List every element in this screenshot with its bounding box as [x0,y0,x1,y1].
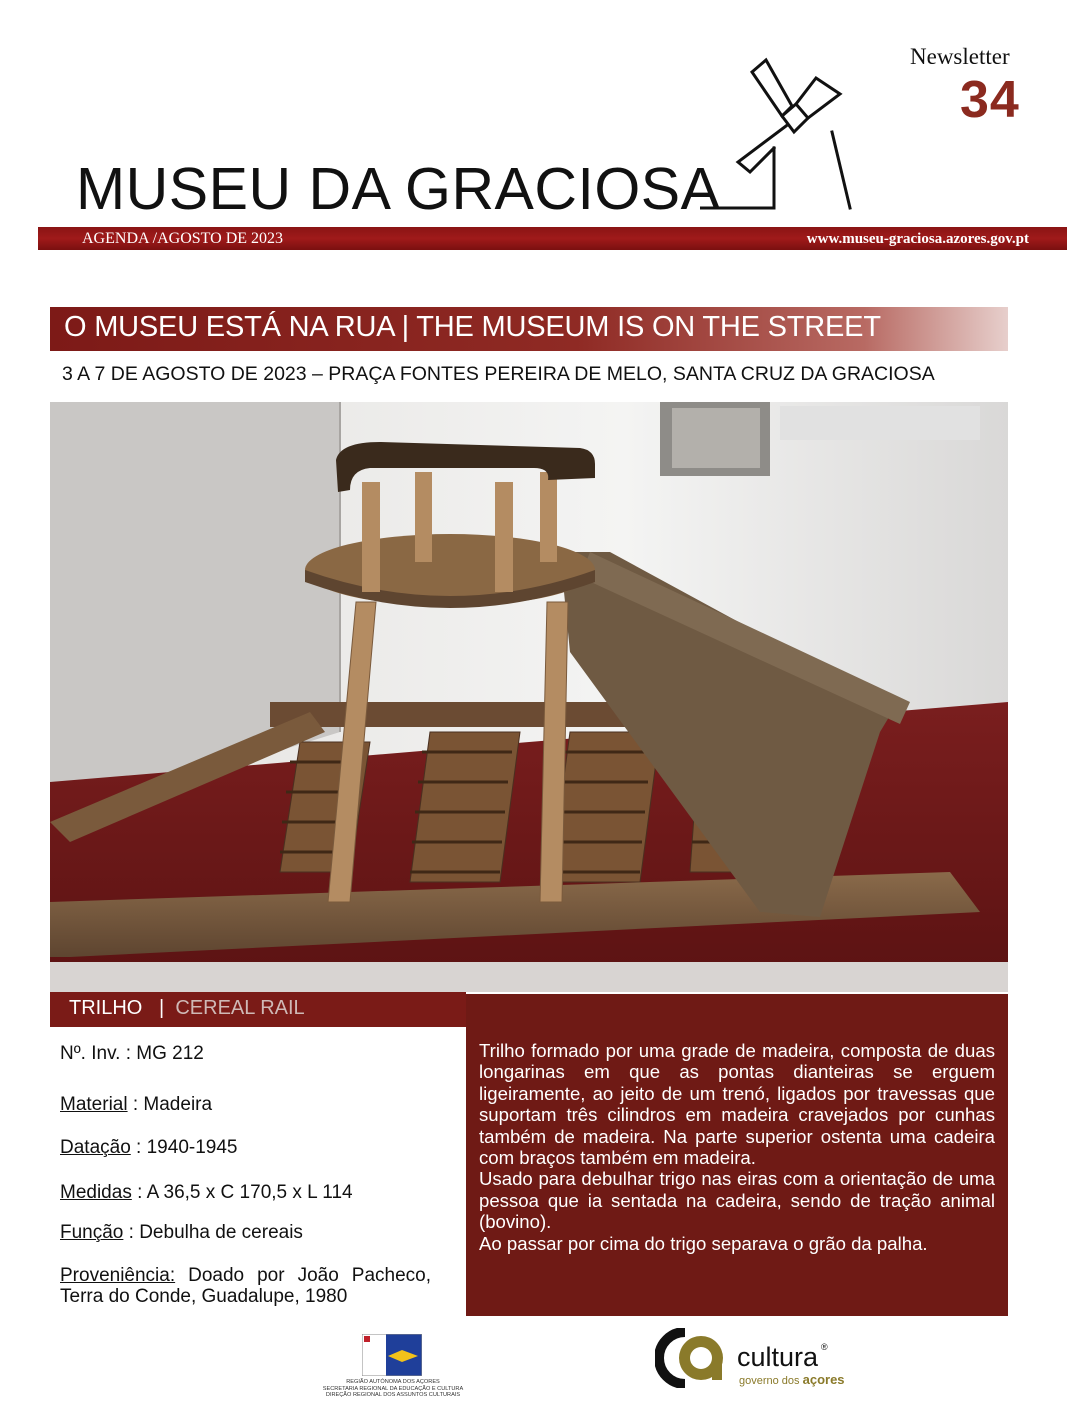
description-paragraph: Usado para debulhar trigo nas eiras com a orientação de uma pessoa que ia sentada na cadeira, sendo de tração animal (bovino). [479,1168,995,1233]
object-title [69,997,305,1020]
cultura-word: cultura [737,1342,819,1372]
agenda-label: AGENDA /AGOSTO DE 2023 [82,230,284,247]
detail-provenance: Proveniência: Doado por João Pacheco, Terra do Conde, Guadalupe, 1980 [60,1265,431,1307]
event-subtitle: 3 A 7 DE AGOSTO DE 2023 – PRAÇA FONTES PEREIRA DE MELO, SANTA CRUZ DA GRACIOSA [62,363,935,385]
object-name-en: CEREAL RAIL [175,997,305,1019]
detail-function: Função : Debulha de cereais [60,1222,303,1243]
museum-title: MUSEU DA GRACIOSA [76,156,721,222]
description-paragraph: Ao passar por cima do trigo separava o grão da palha. [479,1232,928,1254]
cultura-logo [655,1328,845,1388]
object-name-pt: TRILHO [69,997,143,1019]
cereal-rail-photo [50,402,1008,992]
detail-inventory: Nº. Inv. : MG 212 [60,1043,204,1064]
azores-flag-icon [362,1334,422,1376]
newsletter-label: Newsletter [910,44,1010,69]
cultura-subtitle: governo dos açores [739,1372,845,1387]
newsletter-number: 34 [960,71,1020,129]
azores-government-text: REGIÃO AUTÓNOMA DOS AÇORES SECRETARIA REGIONAL DA EDUCAÇÃO E CULTURA DIREÇÃO REGIONAL DOS ASSUNTOS CULTURAIS [322,1379,464,1399]
cultura-mark-icon [655,1328,731,1388]
detail-measures: Medidas : A 36,5 x C 170,5 x L 114 [60,1182,353,1203]
event-title: O MUSEU ESTÁ NA RUA | THE MUSEUM IS ON THE STREET [64,311,881,343]
detail-dating: Datação : 1940-1945 [60,1137,238,1158]
detail-material: Material : Madeira [60,1094,213,1115]
website-link[interactable]: www.museu-graciosa.azores.gov.pt [806,231,1029,247]
description-text [479,1040,995,1254]
description-paragraph: Trilho formado por uma grade de madeira, composta de duas longarinas em que as pontas dianteiras se erguem ligeiramente, ao jeito de um trenó, ligados por travessas que suportam três cilindros em madeira cravejados por cunhas também de madeira. Na parte superior ostenta uma cadeira com braços também em madeira. [479,1040,995,1169]
registered-mark: ® [821,1342,828,1352]
windmill-logo-icon [700,56,870,216]
object-title-separator: | [159,997,165,1019]
